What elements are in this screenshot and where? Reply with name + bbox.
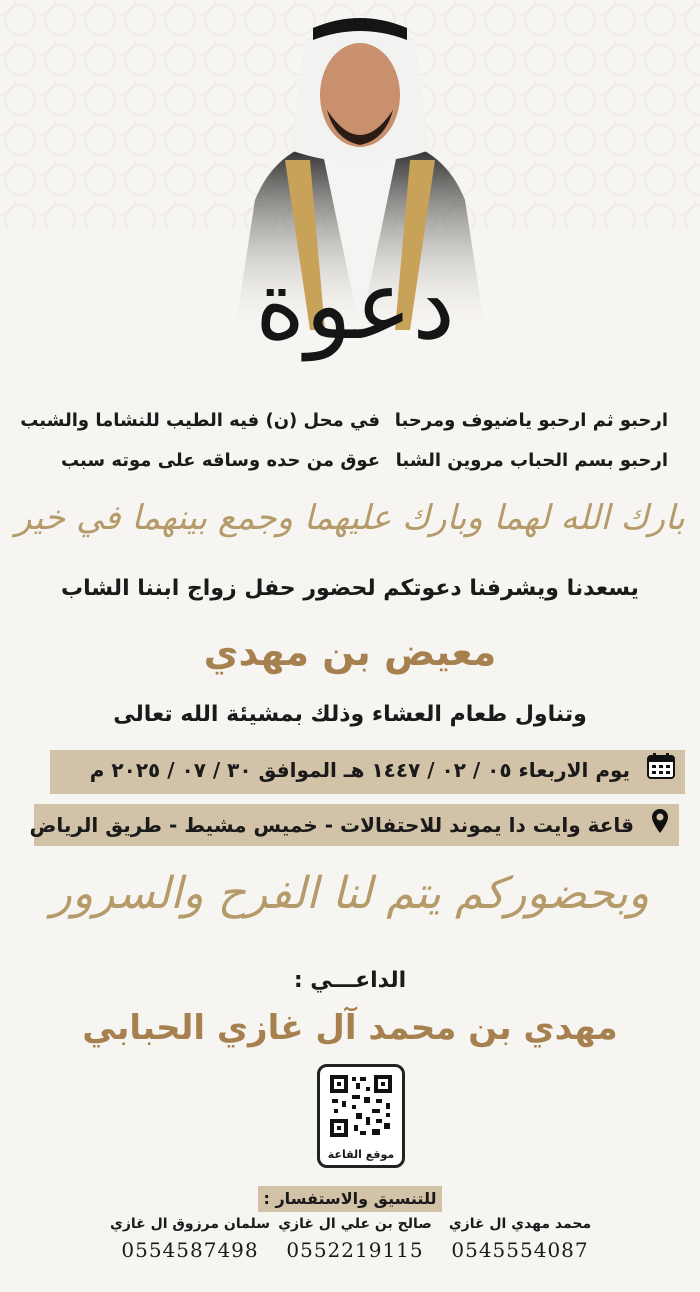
contact-phone[interactable]: 0552219115 [286,1238,424,1262]
blessing-calligraphy: بارك الله لهما وبارك عليهما وجمع بينهما في خير [15,498,685,538]
contact-name: محمد مهدي ال غازي [448,1216,592,1232]
poem-line: في محل (ن) فيه الطيب للنشاما والشبب [20,410,380,431]
welcome-poem [0,410,700,480]
invitation-intro: يسعدنا ويشرفنا دعوتكم لحضور حفل زواج ابننا الشاب [61,576,639,601]
poem-line: ارحبو بسم الحباب مروين الشبا [395,450,668,471]
host-label: الداعـــي : [293,968,407,993]
qr-code-icon [328,1073,394,1139]
map-pin-icon [651,806,669,848]
contact-name: صالح بن علي ال غازي [278,1216,432,1232]
contacts-list [0,1216,700,1280]
contact-phone[interactable]: 0554587498 [121,1238,259,1262]
groom-name: معيض بن مهدي [203,630,497,674]
contact-name: سلمان مرزوق ال غازي [109,1216,270,1232]
contact-item [90,1216,290,1262]
event-date: يوم الاربعاء ٠٥ / ٠٢ / ١٤٤٧ هـ الموافق ٣٠ / ٠٧ / ٢٠٢٥ م [89,758,631,782]
location-bar [29,804,679,846]
qr-caption: موقع القاعة [327,1148,395,1161]
invitation-title: دعوة [255,249,455,361]
venue-qr-code[interactable] [317,1064,405,1168]
closing-calligraphy: وبحضوركم يتم لنا الفرح والسرور [50,868,650,919]
poem-line: عوق من حده وساقه على موته سبب [60,450,380,471]
contacts-label: للتنسيق والاستفسار : [258,1186,442,1212]
poem-line: ارحبو ثم ارحبو ياضيوف ومرحبا [394,410,668,431]
date-bar [50,750,685,794]
event-location: قاعة وايت دا يموند للاحتفالات - خميس مشيط - طريق الرياض [29,813,635,837]
calendar-icon [647,752,675,792]
contact-phone[interactable]: 0545554087 [451,1238,589,1262]
dinner-text: وتناول طعام العشاء وذلك بمشيئة الله تعالى [113,702,587,727]
host-name: مهدي بن محمد آل غازي الحبابي [82,1008,618,1048]
